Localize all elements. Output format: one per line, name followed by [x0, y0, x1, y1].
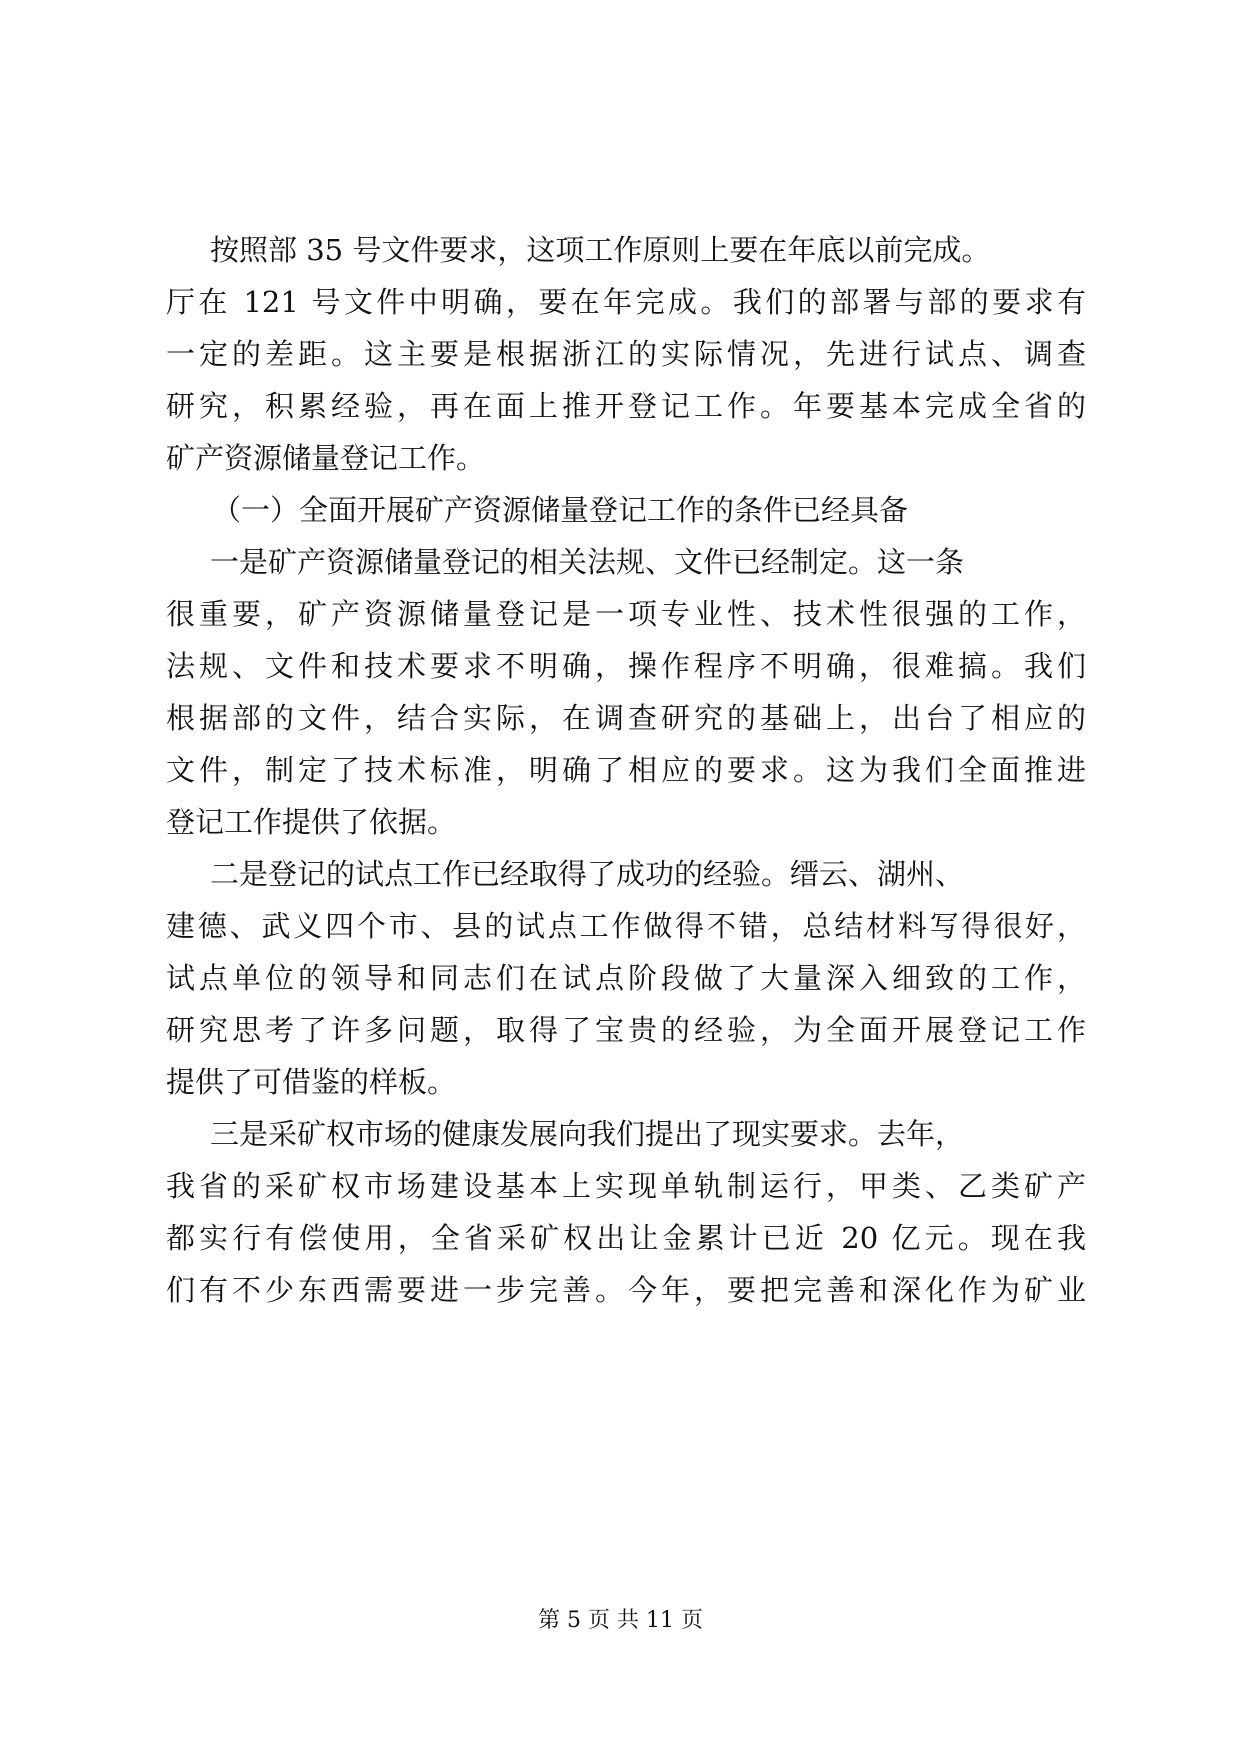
text-line: 矿产资源储量登记工作。 [166, 441, 486, 475]
text-line: 一是矿产资源储量登记的相关法规、文件已经制定。这一条 [210, 545, 965, 579]
section-heading: （一）全面开展矿产资源储量登记工作的条件已经具备 [212, 493, 909, 527]
text-line: 二是登记的试点工作已经取得了成功的经验。缙云、湖州、 [210, 857, 965, 891]
text-line: 一定的差距。这主要是根据浙江的实际情况，先进行试点、调查 [166, 337, 1086, 371]
text-line: 厅在 121 号文件中明确，要在年完成。我们的部署与部的要求有 [166, 285, 1086, 319]
text-line: 三是采矿权市场的健康发展向我们提出了现实要求。去年， [210, 1117, 965, 1151]
page-number-footer: 第 5 页 共 11 页 [538, 1608, 703, 1633]
text-line: 试点单位的领导和同志们在试点阶段做了大量深入细致的工作， [166, 961, 1086, 995]
text-line: 很重要，矿产资源储量登记是一项专业性、技术性很强的工作， [166, 597, 1086, 631]
text-line: 研究思考了许多问题，取得了宝贵的经验，为全面开展登记工作 [166, 1013, 1086, 1047]
text-line: 我省的采矿权市场建设基本上实现单轨制运行，甲类、乙类矿产 [166, 1169, 1086, 1203]
text-line: 研究，积累经验，再在面上推开登记工作。年要基本完成全省的 [166, 389, 1086, 423]
text-line: 按照部 35 号文件要求，这项工作原则上要在年底以前完成。 [210, 233, 991, 267]
text-line: 根据部的文件，结合实际，在调查研究的基础上，出台了相应的 [166, 701, 1086, 735]
text-line: 登记工作提供了依据。 [166, 805, 457, 839]
text-line: 法规、文件和技术要求不明确，操作程序不明确，很难搞。我们 [166, 649, 1086, 683]
text-line: 文件，制定了技术标准，明确了相应的要求。这为我们全面推进 [166, 753, 1086, 787]
text-line: 们有不少东西需要进一步完善。今年，要把完善和深化作为矿业 [166, 1273, 1086, 1307]
text-line: 建德、武义四个市、县的试点工作做得不错，总结材料写得很好， [166, 909, 1086, 943]
text-line: 提供了可借鉴的样板。 [166, 1065, 457, 1099]
text-line: 都实行有偿使用，全省采矿权出让金累计已近 20 亿元。现在我 [166, 1221, 1086, 1255]
